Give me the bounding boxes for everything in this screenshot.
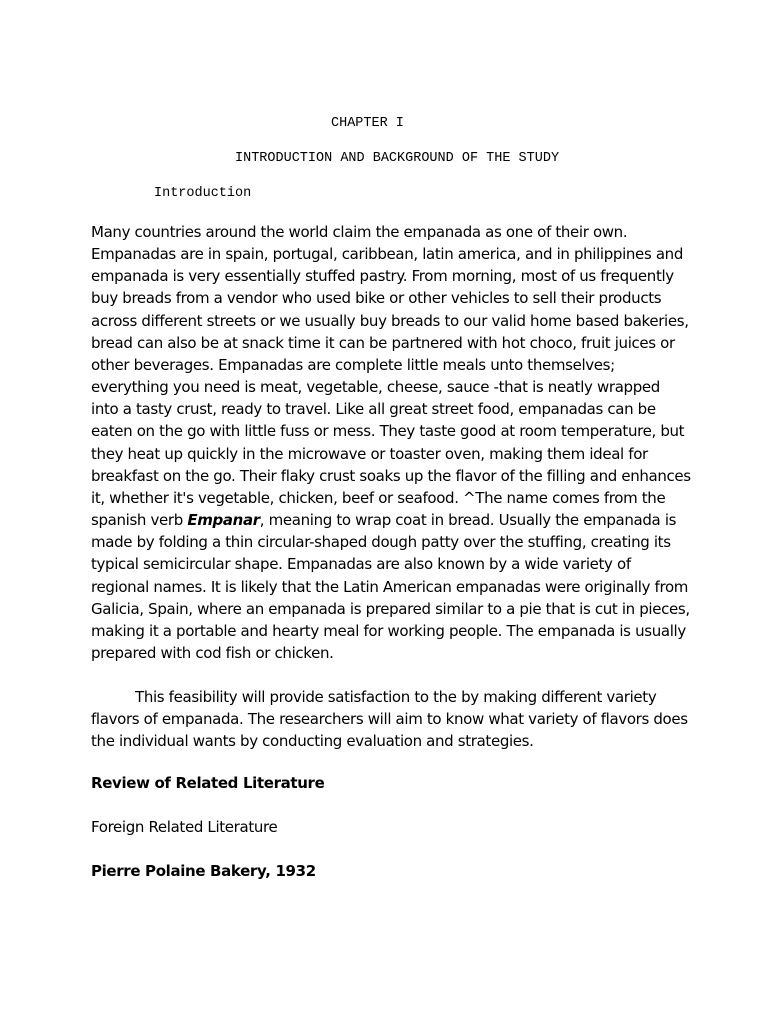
intro-paragraph-part2: , meaning to wrap coat in bread. Usually the empanada is made by folding a thin circular-shaped dough patty over the stuffing, creating its typical semicircular shape. Empanadas are also known by a wide variety of regional names. It is likely that the Latin American empanadas were originally from Galicia, Spain, where an empanada is prepared similar to a pie that is cut in pieces, making it a portable and hearty meal for working people. The empanada is usually prepared with cod fish or chicken.	[91, 511, 690, 662]
section-label-introduction: Introduction	[154, 186, 252, 201]
emphasized-term: Empanar	[187, 511, 260, 530]
bakery-heading: Pierre Polaine Bakery, 1932	[91, 862, 316, 880]
feasibility-paragraph: This feasibility will provide satisfaction to the by making different variety flavors of empanada. The researchers will aim to know what variety of flavors does the individual wants by conducting evaluation and strategies.	[91, 688, 688, 751]
intro-paragraph-part1: Many countries around the world claim the empanada as one of their own. Empanadas are in spain, portugal, caribbean, latin america, and in philippines and empanada is very essentially stuffed pastry. From morning, most of us frequently buy breads from a vendor who used bike or other vehicles to sell their products across different streets or we usually buy breads to our valid home based bakeries, bread can also be at snack time it can be partnered with hot choco, fruit juices or other beverages. Empanadas are complete little meals unto themselves; everything you need is meat, vegetable, cheese, sauce -that is neatly wrapped into a tasty crust, ready to travel. Like all great street food, empanadas can be eaten on the go with little fuss or mess. They taste good at room temperature, but they heat up quickly in the microwave or toaster oven, making them ideal for breakfast on the go. Their flaky crust soaks up the flavor of the filling and enhances it, whether it's vegetable, chicken, beef or seafood. ^The name comes from the spanish verb	[91, 223, 691, 530]
chapter-title: INTRODUCTION AND BACKGROUND OF THE STUDY	[235, 151, 560, 166]
chapter-number: CHAPTER I	[331, 116, 404, 131]
intro-paragraph	[91, 221, 691, 664]
foreign-literature-heading: Foreign Related Literature	[91, 818, 278, 836]
review-heading: Review of Related Literature	[91, 774, 325, 792]
